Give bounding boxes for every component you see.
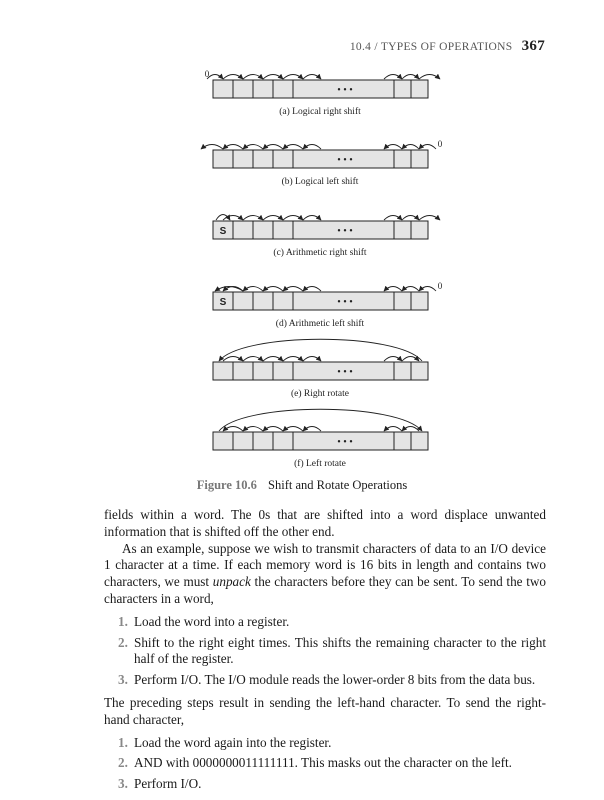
shift-arrow — [243, 145, 263, 150]
body-text — [104, 507, 546, 799]
shift-arrow — [283, 75, 303, 80]
shift-arrow — [384, 287, 402, 292]
ellipsis: • • • — [337, 85, 353, 96]
list-number: 1. — [118, 613, 128, 629]
list-number: 3. — [118, 672, 128, 688]
shift-arrow — [263, 145, 283, 150]
shift-arrow — [263, 427, 283, 432]
list-text: Load the word again into the register. — [134, 734, 332, 750]
sign-bit-label: S — [219, 226, 227, 237]
shift-arrow — [223, 357, 243, 362]
list-item — [104, 776, 546, 793]
paragraph-3: The preceding steps result in sending the left-hand character. To send the right-hand character, — [104, 694, 546, 727]
register-box — [213, 432, 428, 450]
figure-caption — [0, 478, 604, 493]
shift-arrow — [243, 427, 263, 432]
zero-input-marker: 0 — [204, 69, 210, 79]
list-text: Load the word into a register. — [134, 613, 290, 629]
shift-panel — [213, 215, 440, 259]
paragraph-2-text-end: the characters before they can be sent. To send the two characters in a word, — [104, 574, 546, 606]
sign-preserve-arrow — [216, 215, 230, 221]
sign-bit-label: S — [219, 297, 227, 308]
shift-arrow — [419, 287, 436, 292]
shift-arrow — [303, 357, 321, 362]
list-item — [104, 672, 546, 689]
section-title: 10.4 / TYPES OF OPERATIONS — [349, 41, 513, 53]
panel-caption: (a) Logical right shift — [279, 107, 361, 117]
paragraph-2 — [104, 541, 546, 608]
shift-arrow — [419, 145, 436, 150]
shift-panel — [201, 139, 443, 187]
steps-list-1 — [104, 614, 546, 689]
register-box — [213, 150, 428, 168]
shift-panel — [213, 409, 428, 469]
paragraph-2-emphasis: unpack — [212, 574, 251, 590]
shift-arrow — [419, 216, 440, 221]
shift-arrow — [263, 287, 283, 292]
panel-caption: (d) Arithmetic left shift — [275, 319, 365, 329]
list-item — [104, 614, 546, 631]
register-box — [213, 80, 428, 98]
shift-arrow — [303, 145, 321, 150]
list-text: Perform I/O. The I/O module reads the lower-order 8 bits from the data bus. — [134, 672, 536, 688]
panel-caption: (b) Logical left shift — [281, 177, 359, 187]
list-item — [104, 755, 546, 772]
shift-arrow — [402, 216, 419, 221]
list-number: 1. — [118, 734, 128, 750]
figure-label: Figure 10.6 — [196, 478, 257, 492]
shift-arrow — [283, 357, 303, 362]
shift-arrow — [201, 145, 223, 150]
ellipsis: • • • — [337, 226, 353, 237]
list-number: 2. — [118, 634, 128, 650]
rotate-arrow — [219, 339, 422, 361]
list-text: AND with 0000000011111111. This masks out the character on the left. — [134, 755, 512, 771]
shift-arrow — [223, 216, 243, 221]
shift-arrow — [263, 75, 283, 80]
shift-arrow — [243, 287, 263, 292]
shift-arrow — [243, 216, 263, 221]
paragraph-1: fields within a word. The 0s that are shifted into a word displace unwanted information that is shifted off the other end. — [104, 507, 546, 539]
shift-arrow — [303, 75, 321, 80]
list-item — [104, 735, 546, 752]
shift-arrow — [223, 145, 243, 150]
shift-panel — [213, 339, 428, 399]
shift-arrow — [303, 287, 321, 292]
shift-arrow — [402, 145, 419, 150]
list-number: 2. — [118, 755, 128, 771]
zero-input-marker: 0 — [437, 139, 443, 149]
shift-arrow — [223, 427, 243, 432]
page-number: 367 — [521, 38, 545, 54]
shift-arrow — [402, 287, 419, 292]
shift-arrow — [402, 427, 419, 432]
shift-arrow — [384, 427, 402, 432]
shift-arrow — [283, 216, 303, 221]
list-text: Perform I/O. — [134, 776, 202, 792]
register-box — [213, 292, 428, 310]
list-number: 3. — [118, 776, 128, 792]
panel-caption: (e) Right rotate — [290, 389, 350, 399]
ellipsis: • • • — [337, 155, 353, 166]
panel-caption: (c) Arithmetic right shift — [273, 248, 367, 258]
shift-arrow — [243, 357, 263, 362]
shift-arrow — [419, 75, 440, 80]
list-item — [104, 635, 546, 669]
list-text: Shift to the right eight times. This shifts the remaining character to the right half of the register. — [134, 634, 546, 667]
shift-panel — [205, 69, 440, 117]
shift-arrow — [283, 287, 303, 292]
shift-arrow — [384, 216, 402, 221]
figure-title: Shift and Rotate Operations — [268, 478, 408, 492]
shift-arrow — [402, 357, 419, 362]
panel-caption: (f) Left rotate — [294, 459, 346, 469]
register-box — [213, 221, 428, 239]
shift-arrow — [384, 145, 402, 150]
ellipsis: • • • — [337, 437, 353, 448]
shift-arrow — [223, 75, 243, 80]
shift-arrow — [384, 357, 402, 362]
paragraph-2-text: As an example, suppose we wish to transmit characters of data to an I/O device 1 character at a time. If each memory word is 16 bits in length and contains two characters, we must — [104, 540, 546, 590]
shift-arrow — [384, 75, 402, 80]
register-box — [213, 362, 428, 380]
shift-arrow — [303, 216, 321, 221]
shift-arrow — [303, 427, 321, 432]
shift-arrow — [283, 145, 303, 150]
shift-arrow — [263, 357, 283, 362]
rotate-arrow — [219, 409, 422, 431]
shift-arrow — [263, 216, 283, 221]
ellipsis: • • • — [337, 297, 353, 308]
shift-arrow — [402, 75, 419, 80]
steps-list-2 — [104, 735, 546, 793]
shift-arrow — [207, 75, 223, 80]
zero-input-marker: 0 — [437, 281, 443, 291]
shift-arrow — [243, 75, 263, 80]
shift-arrow — [283, 427, 303, 432]
shift-panel — [213, 281, 443, 329]
ellipsis: • • • — [337, 367, 353, 378]
